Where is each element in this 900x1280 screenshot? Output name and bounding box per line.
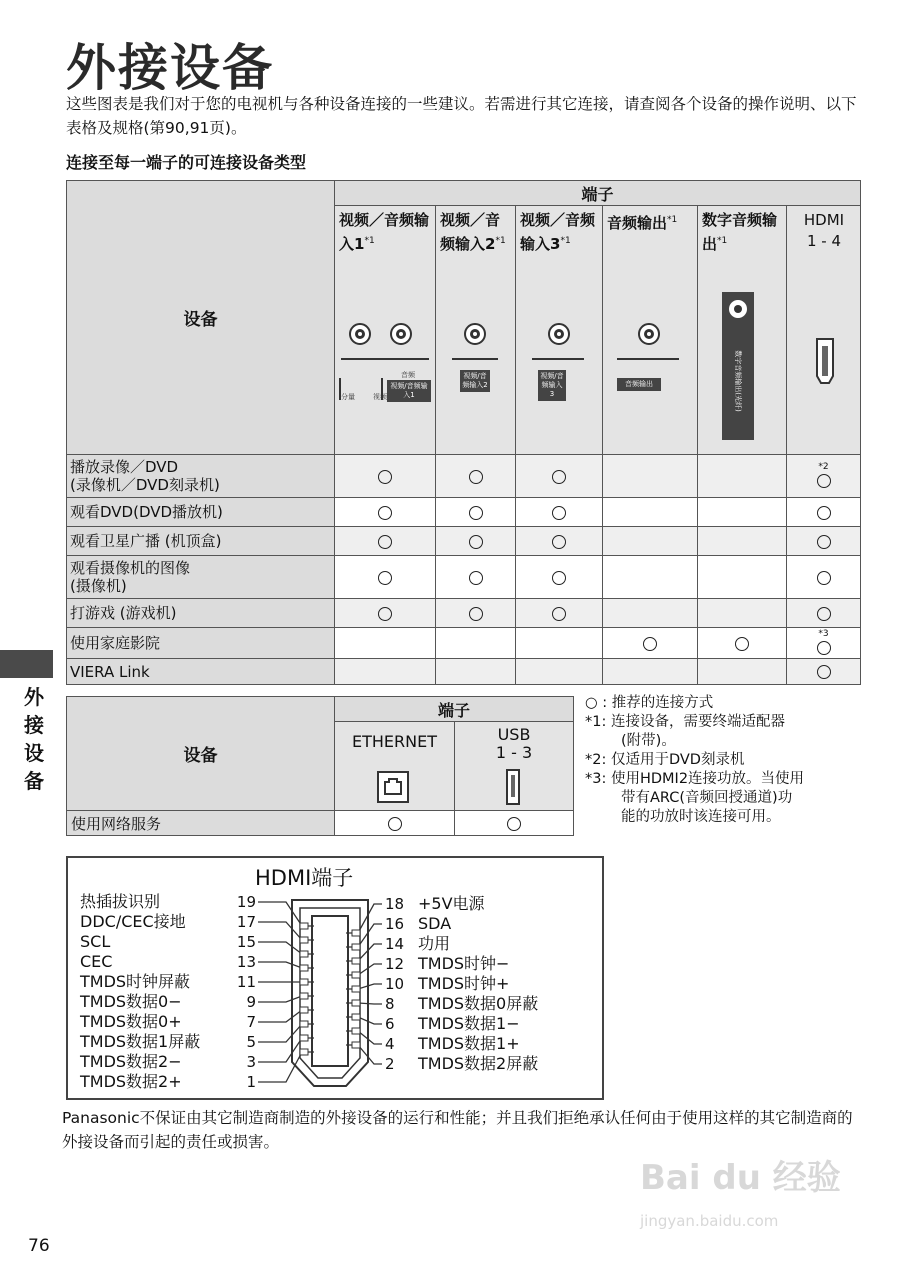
pin-contact [352,1042,360,1048]
footnote-mark: *3 [818,628,829,639]
column-label: 数字音频输出 [702,211,778,253]
section-heading: 连接至每一端子的可连接设备类型 [66,153,307,172]
section-tab-char: 设 [24,741,44,765]
legend-note-3-cont: 带有ARC(音频回授通道)功 [621,790,793,806]
pin-contact [352,958,360,964]
column-label: 视频／音频输入2 [440,211,501,253]
pin-label: SCL [80,932,111,951]
pin-label: DDC/CEC接地 [80,912,186,931]
port-label-video: 视频 [373,393,387,401]
pin-contact [352,1014,360,1020]
watermark-logo: Bai du 经验 [640,1158,841,1198]
pin-contact [300,993,308,999]
port-label-av2: 视频/音频输入2 [460,370,490,392]
intro-paragraph: 这些图表是我们对于您的电视机与各种设备连接的一些建议。若需进行其它连接，请查阅各个设备的操作说明、以下表格及规格(第90,91页)。 [66,95,857,137]
pin-contact [352,1000,360,1006]
pin-number: 7 [246,1013,256,1031]
footnote-mark: *1 [364,236,375,246]
pin-label: 功用 [418,934,451,953]
device-cell: 打游戏 (游戏机) [67,599,335,628]
pin-contact [352,930,360,936]
pin-label: TMDS数据1+ [418,1034,520,1053]
column-label: ETHERNET [352,732,437,751]
column-label: 视频／音频输入1 [339,211,430,253]
device-cell: 使用网络服务 [67,811,335,836]
pin-contact [352,944,360,950]
device-cell: 观看卫星广播 (机顶盒) [67,527,335,556]
column-label: HDMI 1 - 4 [803,211,845,250]
pin-label: TMDS时钟− [418,954,510,973]
terminal-header: 端子 [335,181,861,206]
section-tab-char: 备 [24,769,44,793]
pin-number: 2 [385,1055,395,1073]
page-number: 76 [28,1236,50,1256]
device-cell: 使用家庭影院 [67,628,335,659]
device-header: 设备 [67,697,335,811]
pin-label: TMDS时钟+ [418,974,510,993]
device-cell: VIERA Link [67,659,335,685]
footnote-mark: *1 [667,215,678,225]
pin-number: 13 [236,953,256,971]
pin-contact [300,951,308,957]
pin-contact [300,1049,308,1055]
pin-label: TMDS数据2屏蔽 [418,1054,539,1073]
port-label-component: 分量 [341,393,355,401]
pin-number: 8 [385,995,395,1013]
device-cell: 观看DVD(DVD播放机) [67,498,335,527]
footnote-mark: *1 [560,236,571,246]
legend-note-3-cont: 能的功放时该连接可用。 [621,809,781,825]
port-label-av1: 视频/音频输入1 [387,380,431,402]
legend-note-1-cont: (附带)。 [621,733,676,749]
pin-number: 10 [385,975,405,993]
pin-label: TMDS数据0+ [80,1012,182,1031]
pin-contact [352,1028,360,1034]
device-header: 设备 [67,181,335,455]
pin-number: 14 [385,935,405,953]
pin-label: +5V电源 [418,894,485,913]
pin-number: 4 [385,1035,395,1053]
port-label-audio: 音频 [401,371,415,379]
port-label-av3: 视频/音频输入3 [538,370,566,401]
legend-note-3: *3: 使用HDMI2连接功放。当使用 [585,771,805,787]
footnote-mark: *1 [495,236,506,246]
pin-contact [300,1021,308,1027]
port-label-audio-out: 音频输出 [617,378,661,391]
pin-number: 15 [236,933,256,951]
pin-contact [300,1007,308,1013]
pin-label: TMDS数据1屏蔽 [80,1032,201,1051]
pin-number: 11 [236,973,256,991]
pin-number: 3 [246,1053,256,1071]
section-tab-marker [0,650,53,678]
pin-label: TMDS数据0屏蔽 [418,994,539,1013]
section-tab-label [22,683,46,795]
column-label: 音频输出 [607,214,668,232]
footnote-mark: *1 [717,236,728,246]
disclaimer: Panasonic不保证由其它制造商制造的外接设备的运行和性能；并且我们拒绝承认任何由于使用这样的其它制造商的外接设备而引起的责任或损害。 [62,1109,853,1151]
legend-note-2: *2: 仅适用于DVD刻录机 [585,752,745,768]
pin-label: TMDS数据0− [80,992,182,1011]
pin-label: CEC [80,952,113,971]
section-tab-char: 接 [24,713,44,737]
terminal-header: 端子 [335,697,574,722]
column-label: 视频／音频输入3 [520,211,596,253]
pin-contact [300,1035,308,1041]
pin-number: 18 [385,895,405,913]
pin-contact [352,986,360,992]
legend-note-1: *1: 连接设备，需要终端适配器 [585,714,785,730]
pin-contact [300,979,308,985]
device-cell: 观看摄像机的图像 (摄像机) [67,556,335,599]
column-label: USB 1 - 3 [495,725,533,762]
legend-recommended: ○ : 推荐的连接方式 [585,695,714,711]
pin-label: TMDS数据2− [80,1052,182,1071]
pin-contact [300,965,308,971]
hdmi-diagram-title: HDMI端子 [255,866,354,890]
footnote-mark: *2 [818,461,829,472]
pin-contact [300,937,308,943]
pin-label: 热插拔识别 [80,892,161,911]
pin-label: SDA [418,914,452,933]
pin-contact [300,923,308,929]
pin-number: 12 [385,955,405,973]
page-title: 外接设备 [66,39,274,97]
pin-contact [352,972,360,978]
pin-number: 17 [236,913,256,931]
pin-number: 19 [236,893,256,911]
section-tab-char: 外 [24,685,44,709]
hdmi-connector-tongue [312,916,348,1066]
pin-number: 5 [246,1033,256,1051]
pin-number: 9 [246,993,256,1011]
pin-label: TMDS时钟屏蔽 [80,972,191,991]
pin-number: 6 [385,1015,395,1033]
pin-label: TMDS数据2+ [80,1072,182,1091]
pin-number: 1 [246,1073,256,1091]
pin-number: 16 [385,915,405,933]
port-label-digital-out: 数字音频输出(光纤) [734,350,742,412]
device-cell: 播放录像／DVD (录像机／DVD刻录机) [67,455,335,498]
watermark-url: jingyan.baidu.com [640,1212,779,1230]
pin-label: TMDS数据1− [418,1014,520,1033]
